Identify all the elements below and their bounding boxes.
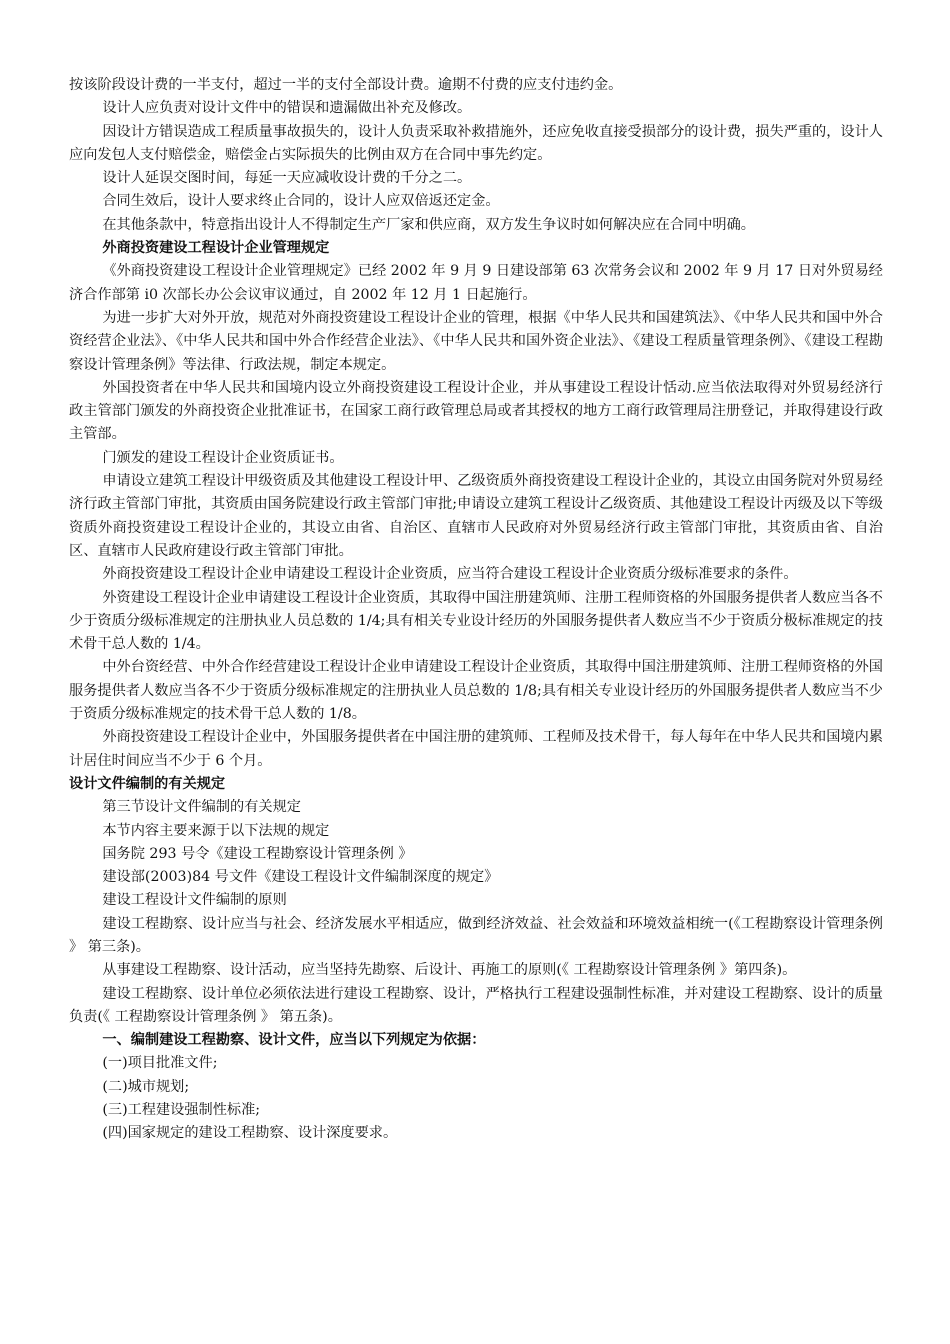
paragraph-principle-article-5: 建设工程勘察、设计单位必须依法进行建设工程勘察、设计，严格执行工程建设强制性标准，并对建设工程勘察、设计的质量负责(《 工程勘察设计管理条例 》 第五条)。: [69, 985, 883, 1025]
list-item-depth-requirements: (四)国家规定的建设工程勘察、设计深度要求。: [102, 1125, 398, 1142]
paragraph-source-note: 本节内容主要来源于以下法规的规定: [102, 822, 330, 839]
paragraph-foreign-investor-establishment: 外国投资者在中华人民共和国境内设立外商投资建设工程设计企业，并从事建设工程设计恬动.应当依法取得对外贸易经济行政主管部门颁发的外商投资企业批准证书，在国家工商行政管理总局或者其授权的地方工商行政管理局注册登记，并取得建设行政主管部。: [69, 379, 883, 443]
paragraph-regulation-purpose: 为进一步扩大对外开放，规范对外商投资建设工程设计企业的管理，根据《中华人民共和国建筑法》、《中华人民共和国中外合资经营企业法》、《中华人民共和国中外合作经营企业法》、《中华人民共和国外资企业法》、《建设工程质量管理条例》、《建设工程勘察设计管理条例》等法律、行政法规，制定本规定。: [69, 309, 883, 373]
list-item-mandatory-standards: (三)工程建设强制性标准;: [102, 1102, 261, 1119]
section-heading-basis: 一、编制建设工程勘察、设计文件，应当以下列规定为依据：: [102, 1032, 486, 1049]
paragraph-decree-293: 国务院 293 号令《建设工程勘察设计管理条例 》: [102, 845, 413, 862]
paragraph-other-clauses: 在其他条款中，特意指出设计人不得制定生产厂家和供应商，双方发生争议时如何解决应在合同中明确。: [102, 216, 755, 233]
paragraph-delay-penalty: 设计人延误交图时间，每延一天应减收设计费的千分之二。: [102, 170, 472, 187]
paragraph-qualification-certificate: 门颁发的建设工程设计企业资质证书。: [102, 449, 344, 466]
paragraph-residence-requirement: 外商投资建设工程设计企业中，外国服务提供者在中国注册的建筑师、工程师及技术骨干，每人每年在中华人民共和国境内累计居住时间应当不少于 6 个月。: [69, 729, 883, 769]
paragraph-quality-accident: 因设计方错误造成工程质量事故损失的，设计人负责采取补救措施外，还应免收直接受损部分的设计费，损失严重的，设计人应向发包人支付赔偿金，赔偿金占实际损失的比例由双方在合同中事先约定。: [69, 123, 883, 163]
paragraph-section-three: 第三节设计文件编制的有关规定: [102, 799, 301, 816]
paragraph-error-correction: 设计人应负责对设计文件中的错误和遗漏做出补充及修改。: [102, 100, 472, 117]
paragraph-approval-authority: 申请设立建筑工程设计甲级资质及其他建设工程设计甲、乙级资质外商投资建设工程设计企业的，其设立由国务院对外贸易经济行政主管部门审批，其资质由国务院建设行政主管部门审批;申请设立建筑工程设计乙级资质、其他建设工程设计丙级及以下等级资质外商投资建设工程设计企业的，其设立由省、自治区、直辖市人民政府对外贸易经济行政主管部门审批，其资质由省、自治区、直辖市人民政府建设行政主管部门审批。: [69, 473, 883, 559]
paragraph-document-84: 建设部(2003)84 号文件《建设工程设计文件编制深度的规定》: [102, 869, 499, 886]
paragraph-principle-article-4: 从事建设工程勘察、设计活动，应当坚持先勘察、后设计、再施工的原则(《 工程勘察设计管理条例 》第四条)。: [102, 962, 797, 979]
paragraph-design-fee-payment: 按该阶段设计费的一半支付，超过一半的支付全部设计费。逾期不付费的应支付违约金。: [69, 77, 623, 93]
paragraph-wholly-foreign-requirements: 外资建设工程设计企业申请建设工程设计企业资质，其取得中国注册建筑师、注册工程师资格的外国服务提供者人数应当各不少于资质分级标准规定的注册执业人员总数的 1/4;具有相关专业设计经历的外国服务提供者人数应当不少于资质分极标准规定的技术骨干总人数的 1/4。: [69, 589, 883, 653]
section-heading-design-documents: 设计文件编制的有关规定: [69, 775, 226, 792]
paragraph-principles-title: 建设工程设计文件编制的原则: [102, 892, 287, 909]
list-item-approval-documents: (一)项目批准文件;: [102, 1055, 218, 1072]
paragraph-termination-deposit: 合同生效后，设计人要求终止合同的，设计人应双倍返还定金。: [102, 193, 500, 210]
list-item-urban-planning: (二)城市规划;: [102, 1078, 190, 1095]
paragraph-qualification-standard: 外商投资建设工程设计企业申请建设工程设计企业资质，应当符合建设工程设计企业资质分级标准要求的条件。: [102, 566, 798, 583]
document-page: [69, 74, 883, 1146]
paragraph-regulation-effective: 《外商投资建设工程设计企业管理规定》已经 2002 年 9 月 9 日建设部第 63 次常务会议和 2002 年 9 月 17 日对外贸易经济合作部第 i0 次部长办公会议审议通过，自 2002 年 12 月 1 日起施行。: [69, 263, 883, 303]
paragraph-principle-article-3: 建设工程勘察、设计应当与社会、经济发展水平相适应，做到经济效益、社会效益和环境效益相统一(《工程勘察设计管理条例 》 第三条)。: [69, 915, 883, 955]
section-heading-foreign-investment: 外商投资建设工程设计企业管理规定: [102, 240, 330, 257]
paragraph-joint-venture-requirements: 中外台资经营、中外合作经营建设工程设计企业申请建设工程设计企业资质，其取得中国注册建筑师、注册工程师资格的外国服务提供者人数应当各不少于资质分级标准规定的注册执业人员总数的 1/8;具有相关专业设计经历的外国服务提供者人数应当不少于资质分级标准规定的技术骨干总人数的 1/8。: [69, 659, 883, 723]
